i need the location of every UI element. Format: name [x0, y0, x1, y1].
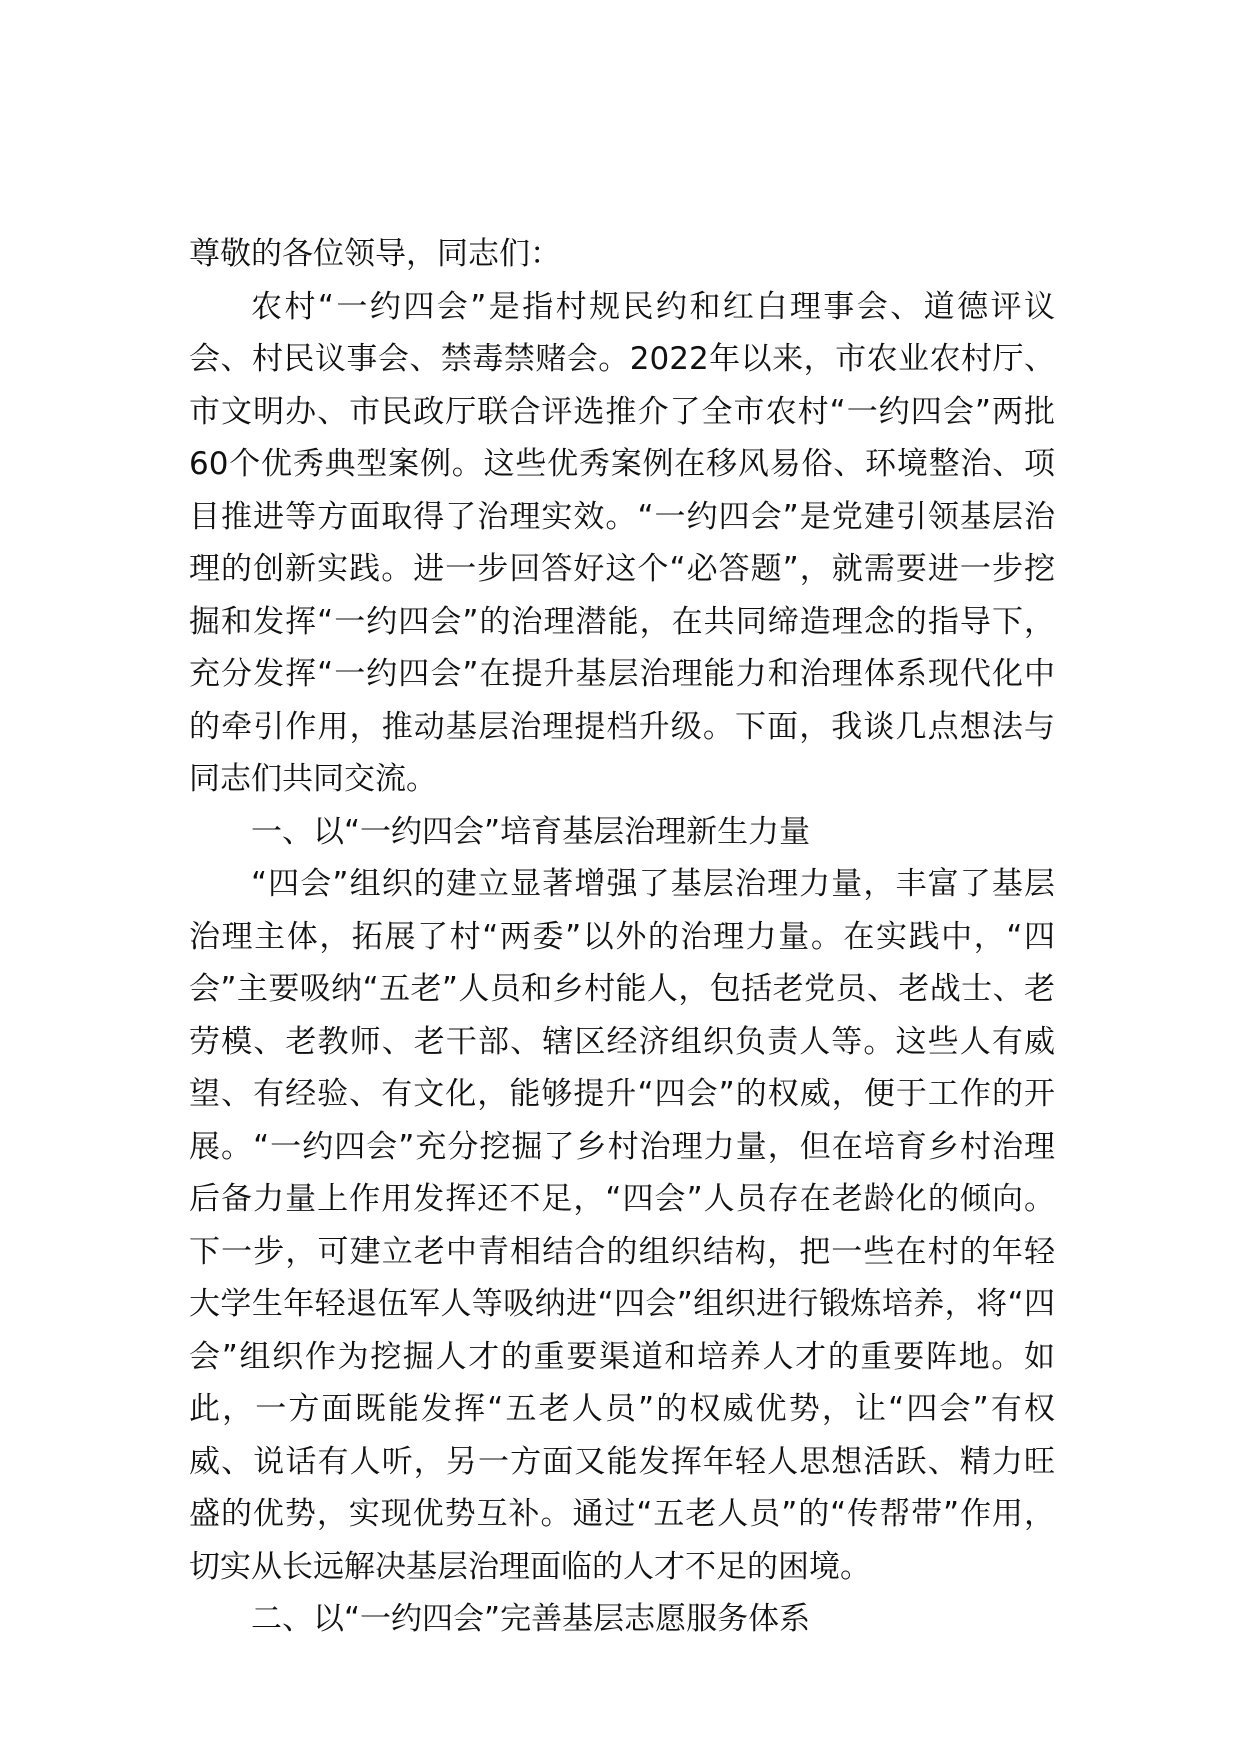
- salutation: 尊敬的各位领导，同志们：: [189, 236, 561, 272]
- document-page: [189, 228, 1055, 1646]
- section-2-heading: 二、以“一约四会”完善基层志愿服务体系: [251, 1601, 811, 1637]
- intro-paragraph: 农村“一约四会”是指村规民约和红白理事会、道德评议会、村民议事会、禁毒禁赌会。2022年以来，市农业农村厅、市文明办、市民政厅联合评选推介了全市农村“一约四会”两批60个优秀典型案例。这些优秀案例在移风易俗、环境整治、项目推进等方面取得了治理实效。“一约四会”是党建引领基层治理的创新实践。进一步回答好这个“必答题”，就需要进一步挖掘和发挥“一约四会”的治理潜能，在共同缔造理念的指导下，充分发挥“一约四会”在提升基层治理能力和治理体系现代化中的牵引作用，推动基层治理提档升级。下面，我谈几点想法与同志们共同交流。: [189, 288, 1055, 797]
- section-1-heading: 一、以“一约四会”培育基层治理新生力量: [251, 813, 811, 850]
- section-1-paragraph: “四会”组织的建立显著增强了基层治理力量，丰富了基层治理主体，拓展了村“两委”以外的治理力量。在实践中，“四会”主要吸纳“五老”人员和乡村能人，包括老党员、老战士、老劳模、老教师、老干部、辖区经济组织负责人等。这些人有威望、有经验、有文化，能够提升“四会”的权威，便于工作的开展。“一约四会”充分挖掘了乡村治理力量，但在培育乡村治理后备力量上作用发挥还不足，“四会”人员存在老龄化的倾向。下一步，可建立老中青相结合的组织结构，把一些在村的年轻大学生年轻退伍军人等吸纳进“四会”组织进行锻炼培养，将“四会”组织作为挖掘人才的重要渠道和培养人才的重要阵地。如此，一方面既能发挥“五老人员”的权威优势，让“四会”有权威、说话有人听，另一方面又能发挥年轻人思想活跃、精力旺盛的优势，实现优势互补。通过“五老人员”的“传帮带”作用，切实从长远解决基层治理面临的人才不足的困境。: [189, 866, 1055, 1585]
